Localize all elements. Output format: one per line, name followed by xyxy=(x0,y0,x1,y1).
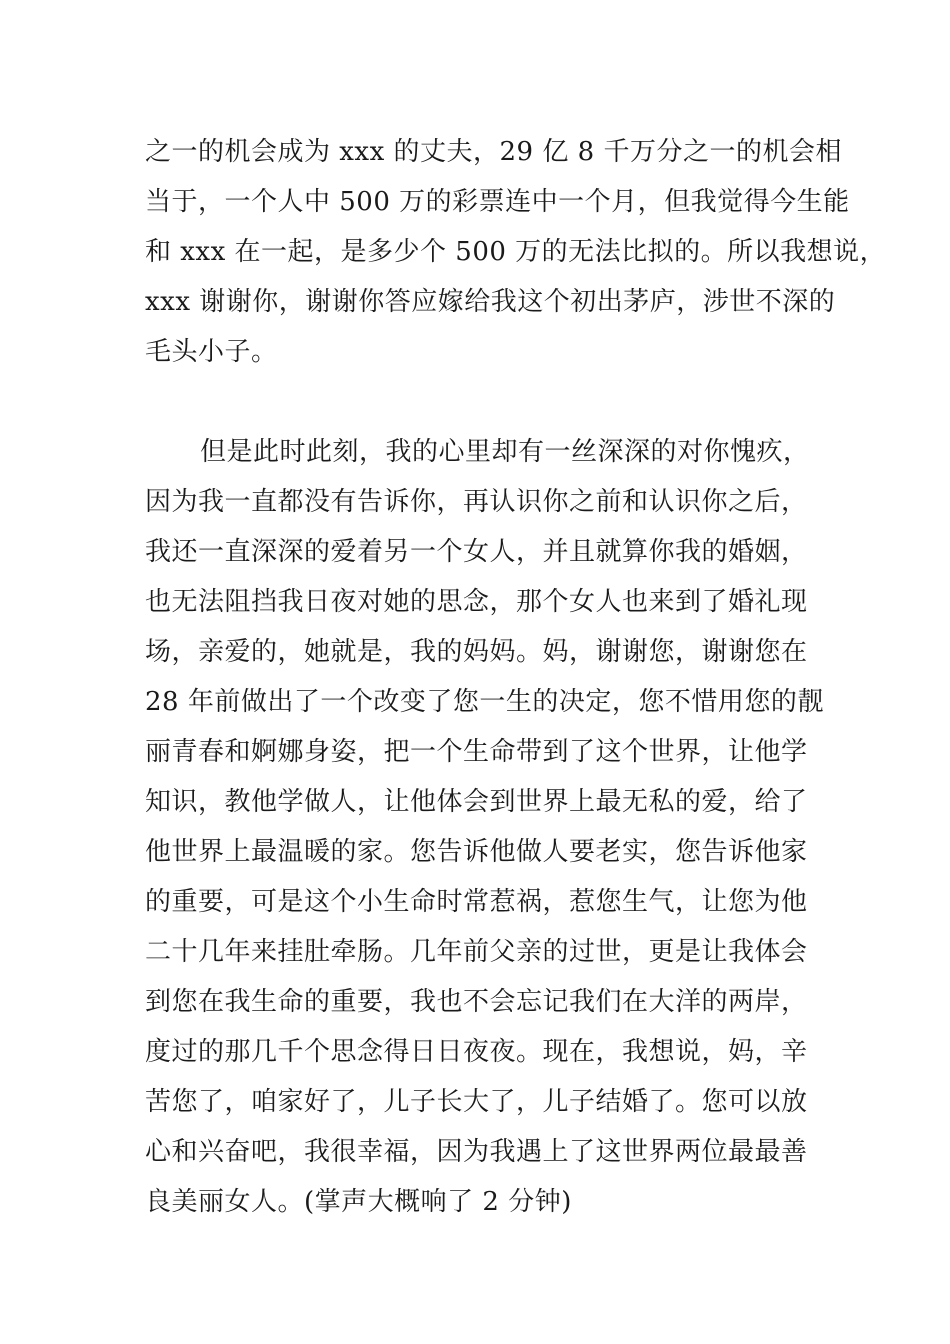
text-line: 知识，教他学做人，让他体会到世界上最无私的爱，给了 xyxy=(145,787,808,817)
text-line: 也无法阻挡我日夜对她的思念，那个女人也来到了婚礼现 xyxy=(145,587,808,617)
text-line: 二十几年来挂肚牵肠。几年前父亲的过世，更是让我体会 xyxy=(145,937,808,967)
text-line: 度过的那几千个思念得日日夜夜。现在，我想说，妈，辛 xyxy=(145,1037,808,1067)
text-line: 良美丽女人。(掌声大概响了 2 分钟) xyxy=(145,1187,572,1217)
text-line: 因为我一直都没有告诉你，再认识你之前和认识你之后， xyxy=(145,487,808,517)
text-line: xxx 谢谢你，谢谢你答应嫁给我这个初出茅庐，涉世不深的 xyxy=(145,287,836,317)
text-line: 的重要，可是这个小生命时常惹祸，惹您生气，让您为他 xyxy=(145,887,808,917)
text-line: 之一的机会成为 xxx 的丈夫，29 亿 8 千万分之一的机会相 xyxy=(145,137,842,167)
text-line: 到您在我生命的重要，我也不会忘记我们在大洋的两岸， xyxy=(145,987,808,1017)
text-line: 苦您了，咱家好了，儿子长大了，儿子结婚了。您可以放 xyxy=(145,1087,808,1117)
text-line: 和 xxx 在一起，是多少个 500 万的无法比拟的。所以我想说， xyxy=(145,237,887,267)
text-line: 我还一直深深的爱着另一个女人，并且就算你我的婚姻， xyxy=(145,537,808,567)
text-line: 场，亲爱的，她就是，我的妈妈。妈，谢谢您，谢谢您在 xyxy=(145,637,808,667)
text-line: 毛头小子。 xyxy=(145,337,278,367)
text-line: 他世界上最温暖的家。您告诉他做人要老实，您告诉他家 xyxy=(145,837,808,867)
paragraph-first-line: 但是此时此刻，我的心里却有一丝深深的对你愧疚， xyxy=(200,437,810,467)
text-line: 28 年前做出了一个改变了您一生的决定，您不惜用您的靓 xyxy=(145,687,824,717)
text-line: 当于，一个人中 500 万的彩票连中一个月，但我觉得今生能 xyxy=(145,187,850,217)
text-line: 丽青春和婀娜身姿，把一个生命带到了这个世界，让他学 xyxy=(145,737,808,767)
text-line: 心和兴奋吧，我很幸福，因为我遇上了这世界两位最最善 xyxy=(145,1137,808,1167)
